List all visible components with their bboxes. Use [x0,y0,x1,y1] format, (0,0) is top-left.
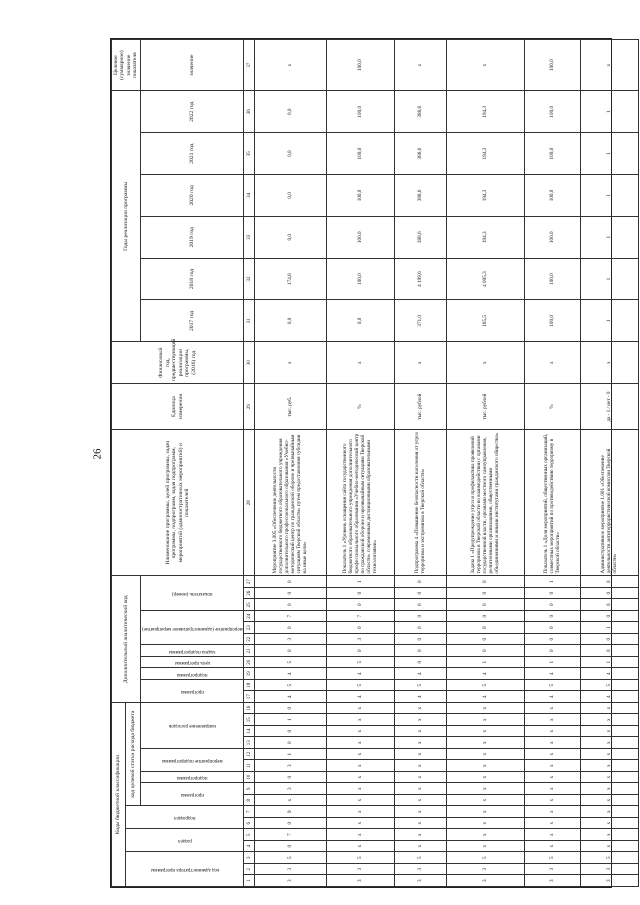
final-value-cell: x [447,40,525,91]
header-direction: направление расходов [168,723,216,729]
header-measure-code: мероприятие подпрограммы [161,757,223,763]
year-2019-cell: 1 [581,216,639,258]
code-cell: 0 [327,588,395,600]
code-cell: 3 [255,864,327,876]
code-cell: 0 [395,599,447,611]
code-cell: x [525,806,581,818]
code-cell: 3 [327,864,395,876]
code-cell: x [327,841,395,853]
code-cell: 0 [395,588,447,600]
year-2019-cell: 100,0 [327,216,395,258]
code-cell: 4 [395,668,447,680]
year-2022-cell: 100,0 [327,91,395,133]
fin-year-cell: x [255,342,327,384]
code-cell: 0 [395,576,447,588]
table-row [581,40,639,887]
unit-cell: % [525,384,581,430]
code-cell: x [327,783,395,795]
code-cell: 5 [255,680,327,692]
code-cell: 1 [255,714,327,726]
scan-top-strip [0,2,640,8]
code-cell: 3 [581,875,639,887]
code-cell: x [447,841,525,853]
code-cell: x [327,760,395,772]
code-cell: x [581,726,639,738]
code-cell: 0 [255,645,327,657]
year-2019-cell: 194,3 [447,216,525,258]
code-cell: 0 [447,645,525,657]
column-number: 32 [244,258,255,300]
code-cell: x [395,714,447,726]
code-cell: 0 [581,588,639,600]
column-number: 33 [244,216,255,258]
code-cell: 0 [255,772,327,784]
table-row [525,40,581,887]
code-cell: 4 [327,668,395,680]
column-number: 10 [244,772,255,784]
code-cell: x [395,806,447,818]
fin-year-cell: x [447,342,525,384]
header-codes: Коды бюджетной классификации [112,703,126,887]
header-admin-code: код администратора программы [150,867,219,873]
code-cell: x [581,795,639,807]
code-cell: x [327,795,395,807]
unit-cell: % [327,384,395,430]
code-cell: 3 [447,875,525,887]
code-cell: 0 [447,588,525,600]
header-2022: 2022 год [140,91,244,133]
column-number: 23 [244,622,255,634]
header-subprogram: подпрограмма [176,775,208,781]
column-number: 9 [244,783,255,795]
code-cell: x [525,818,581,830]
code-cell: 3 [327,875,395,887]
code-cell: 7 [255,829,327,841]
column-number: 15 [244,714,255,726]
code-cell: 0 [525,588,581,600]
code-cell: 4 [447,668,525,680]
code-cell: 0 [525,611,581,623]
column-number: 35 [244,133,255,175]
header-name: Наименование программы, целей программы, задач программы, подпрограмм, задач подпрограмм, мероприятий (административных мероприятий) и показателей [112,430,244,576]
code-cell: 0 [255,726,327,738]
code-cell: x [447,749,525,761]
year-2017-cell: 100,0 [525,300,581,342]
code-cell: x [581,737,639,749]
header-value: значение [140,40,244,91]
code-cell: 0 [327,622,395,634]
column-number: 20 [244,657,255,669]
year-2021-cell: 100,0 [525,133,581,175]
header-goal: цель программы [174,660,210,666]
code-cell: x [395,772,447,784]
year-2021-cell: 1 [581,133,639,175]
code-cell: 0 [581,645,639,657]
year-2019-cell: 388,6 [395,216,447,258]
code-cell: x [395,760,447,772]
code-cell: x [525,829,581,841]
code-cell: x [581,841,639,853]
final-value-cell: 100,0 [327,40,395,91]
code-cell: 3 [327,634,395,646]
header-measure: мероприятие (административное мероприятие) [141,625,243,631]
name-cell: Мероприятие 3.005 «Обеспечение деятельности государственного бюджетного образовательного учреждения дополнительного профессионального образования «Учебно-методический центр по гражданской обороне и чрезвычайным ситуациям Тверской области» путем предоставления субсидии на иные цели» [255,430,327,576]
column-number: 2 [244,864,255,876]
code-cell: 0 [255,588,327,600]
code-cell: 3 [395,875,447,887]
code-cell: x [525,749,581,761]
code-cell: 4 [327,691,395,703]
code-cell: 0 [395,611,447,623]
column-number: 30 [244,342,255,384]
code-cell: 4 [447,691,525,703]
year-2021-cell: 194,3 [447,133,525,175]
code-cell: 0 [395,657,447,669]
column-number: 11 [244,760,255,772]
code-cell: x [327,772,395,784]
code-cell: 9 [255,806,327,818]
header-unit: Единица измерения [112,384,244,430]
header-prog-subprog: подпрограмма [176,671,208,677]
code-cell: x [327,726,395,738]
year-2020-cell: 100,0 [525,175,581,217]
code-cell: x [395,749,447,761]
code-cell: 1 [581,657,639,669]
code-cell: 5 [525,680,581,692]
year-2022-cell: 194,3 [447,91,525,133]
column-number: 31 [244,300,255,342]
header-target-article: код целевой статьи расхода бюджета [126,703,141,807]
code-cell: 3 [395,864,447,876]
column-number: 1 [244,875,255,887]
code-cell: 0 [395,634,447,646]
code-cell: x [581,703,639,715]
code-cell: 4 [525,668,581,680]
unit-cell: тыс. рублей [447,384,525,430]
name-cell: Показатель 1 «Доля мероприятий, общественных организаций, совместных мероприятий по противодействию терроризму в Тверской области» [525,430,581,576]
code-cell: x [395,818,447,830]
table-row [395,40,447,887]
code-cell: 7 [255,611,327,623]
code-cell: x [581,806,639,818]
code-cell: x [581,783,639,795]
year-2017-cell: 0,0 [255,300,327,342]
code-cell: x [447,806,525,818]
code-cell: x [525,703,581,715]
code-cell: x [525,772,581,784]
code-cell: x [395,829,447,841]
column-number: 3 [244,852,255,864]
code-cell: 0 [255,622,327,634]
code-cell: 0 [525,634,581,646]
code-cell: 3 [525,864,581,876]
code-cell: x [447,737,525,749]
code-cell: 3 [447,864,525,876]
code-cell: 1 [525,576,581,588]
code-cell: x [447,714,525,726]
header-2017: 2017 год [140,300,244,342]
column-number: 28 [244,430,255,576]
code-cell: x [447,818,525,830]
code-cell: x [327,806,395,818]
year-2022-cell: 1 [581,91,639,133]
code-cell: 0 [255,818,327,830]
code-cell: 0 [255,703,327,715]
year-2020-cell: 100,0 [327,175,395,217]
code-cell: x [581,760,639,772]
column-number: 27 [244,576,255,588]
code-cell: 3 [255,783,327,795]
column-number: 25 [244,599,255,611]
code-cell: 4 [525,691,581,703]
code-cell: 5 [255,657,327,669]
header-indicator: показатель (номер) [171,591,213,597]
final-value-cell: x [581,40,639,91]
year-2020-cell: 388,6 [395,175,447,217]
fin-year-cell: x [525,342,581,384]
code-cell: 1 [327,576,395,588]
header-fin-year: Финансовый год, предшествующий реализации программы, (2016) год [112,342,244,384]
code-cell: x [525,795,581,807]
year-2017-cell: 1 [581,300,639,342]
code-cell: x [581,829,639,841]
header-program: программа [180,792,204,798]
code-cell: 0 [581,576,639,588]
column-number: 36 [244,91,255,133]
code-cell: 5 [447,680,525,692]
code-cell: x [525,783,581,795]
code-cell: x [327,818,395,830]
code-cell: 0 [447,599,525,611]
code-cell: 0 [395,622,447,634]
column-number: 24 [244,611,255,623]
code-cell: x [447,795,525,807]
code-cell: 4 [395,691,447,703]
code-cell: x [327,703,395,715]
code-cell: 5 [327,680,395,692]
column-number: 13 [244,737,255,749]
code-cell: 5 [327,657,395,669]
header-prog-goal: программа [180,688,204,694]
code-cell: x [581,714,639,726]
column-number-row [244,40,255,887]
code-cell: x [327,737,395,749]
fin-year-cell: x [581,342,639,384]
code-cell: 3 [255,760,327,772]
header-2018: 2018 год [140,258,244,300]
table-row [255,40,327,887]
final-value-cell: 100,0 [525,40,581,91]
code-cell: x [395,737,447,749]
year-2017-cell: 371,0 [395,300,447,342]
header-final: Целевое (суммарное) значение показателя [112,40,141,91]
year-2018-cell: 100,0 [327,258,395,300]
code-cell: 0 [525,645,581,657]
code-cell: x [447,703,525,715]
code-cell: 5 [327,852,395,864]
code-cell: 0 [447,634,525,646]
code-cell: 3 [255,634,327,646]
code-cell: x [525,737,581,749]
code-cell: 0 [255,576,327,588]
code-cell: 5 [255,852,327,864]
code-cell: 0 [447,576,525,588]
column-number: 16 [244,703,255,715]
column-number: 8 [244,795,255,807]
year-2018-cell: 1 [581,258,639,300]
table-row [447,40,525,887]
code-cell: x [255,795,327,807]
code-cell: 3 [255,875,327,887]
column-number: 6 [244,818,255,830]
code-cell: x [327,749,395,761]
column-number: 7 [244,806,255,818]
table-frame [110,38,618,888]
code-cell: x [525,841,581,853]
name-cell: Показатель 1 «Уровень оснащения сайта государственного бюджетного образовательного учреждения дополнительного профессионального образования «Учебно-методический центр по гражданской обороне и чрезвычайным ситуациям Тверской области» современным дистанционными образовательными технологиями» [327,430,395,576]
code-cell: 0 [255,841,327,853]
code-cell: x [581,772,639,784]
column-number: 17 [244,691,255,703]
name-cell: Административное мероприятие 1.001 «Обеспечение деятельности антитеррористической комиссии Тверской области» [581,430,639,576]
code-cell: x [525,714,581,726]
column-number: 37 [244,40,255,91]
final-value-cell: x [395,40,447,91]
unit-cell: тыс. рублей [395,384,447,430]
year-2018-cell: 100,0 [525,258,581,300]
code-cell: x [447,772,525,784]
code-cell: x [395,726,447,738]
table-row [327,40,395,887]
code-cell: 0 [447,622,525,634]
rotated-table-wrapper [111,39,618,887]
code-cell: 1 [255,749,327,761]
code-cell: 0 [327,645,395,657]
column-number: 34 [244,175,255,217]
year-2021-cell: 100,0 [327,133,395,175]
year-2019-cell: 0,0 [255,216,327,258]
column-number: 19 [244,668,255,680]
code-cell: 5 [581,680,639,692]
code-cell: 0 [447,611,525,623]
code-cell: 1 [447,657,525,669]
unit-cell: тыс. руб. [255,384,327,430]
code-cell: x [447,760,525,772]
final-value-cell: x [255,40,327,91]
column-number: 4 [244,841,255,853]
year-2020-cell: 194,3 [447,175,525,217]
code-cell: x [395,795,447,807]
header-2020: 2020 год [140,175,244,217]
column-number: 22 [244,634,255,646]
code-cell: 3 [581,864,639,876]
code-cell: 5 [525,852,581,864]
code-cell: 5 [581,852,639,864]
year-2020-cell: 0,0 [255,175,327,217]
code-cell: 0 [395,645,447,657]
year-2017-cell: 0,0 [327,300,395,342]
year-2022-cell: 100,0 [525,91,581,133]
code-cell: 1 [525,657,581,669]
code-cell: 4 [581,691,639,703]
code-cell: 3 [525,875,581,887]
year-2018-cell: 4 005,3 [447,258,525,300]
code-cell: x [581,749,639,761]
year-2022-cell: 388,6 [395,91,447,133]
code-cell: 7 [327,611,395,623]
column-number: 14 [244,726,255,738]
column-number: 21 [244,645,255,657]
code-cell: 0 [581,634,639,646]
name-cell: Задача 1 «Предупреждение угроз и профилактика проявлений терроризма в Тверской области во взаимодействии с органами государственной власти, органами местного самоуправления, религиозными организациями, общественными объединениями и иными институтами гражданского общества» [447,430,525,576]
code-cell: 0 [327,599,395,611]
header-years: Годы реализации программы [112,91,141,342]
header-2019: 2019 год [140,216,244,258]
fin-year-cell: x [327,342,395,384]
name-cell: Подпрограмма 4 «Повышение безопасности населения от угроз терроризма и экстремизма в Тверской области» [395,430,447,576]
year-2021-cell: 388,6 [395,133,447,175]
column-number: 12 [244,749,255,761]
column-number: 29 [244,384,255,430]
column-number: 5 [244,829,255,841]
code-cell: 5 [395,680,447,692]
code-cell: x [447,829,525,841]
header-2021: 2021 год [140,133,244,175]
code-cell: 4 [255,668,327,680]
code-cell: x [581,818,639,830]
year-2018-cell: 174,8 [255,258,327,300]
column-number: 18 [244,680,255,692]
code-cell: x [447,783,525,795]
code-cell: 5 [447,852,525,864]
column-number: 26 [244,588,255,600]
code-cell: 4 [581,668,639,680]
year-2019-cell: 100,0 [525,216,581,258]
code-cell: 0 [255,737,327,749]
header-task: задача подпрограммы [168,648,216,654]
program-table [111,39,639,887]
year-2022-cell: 0,0 [255,91,327,133]
code-cell: x [327,829,395,841]
code-cell: 4 [255,691,327,703]
code-cell: 0 [525,622,581,634]
year-2017-cell: 185,5 [447,300,525,342]
code-cell: 0 [581,611,639,623]
code-cell: x [525,760,581,772]
fin-year-cell: x [395,342,447,384]
code-cell: x [395,783,447,795]
code-cell: 0 [581,599,639,611]
code-cell: 0 [525,599,581,611]
year-2021-cell: 0,0 [255,133,327,175]
unit-cell: да - 1 / нет - 0 [581,384,639,430]
code-cell: 1 [581,622,639,634]
code-cell: x [395,841,447,853]
code-cell: x [395,703,447,715]
code-cell: x [447,726,525,738]
page-number: 26 [91,448,104,460]
code-cell: x [327,714,395,726]
header-section: раздел [177,838,192,844]
year-2018-cell: 4 199,6 [395,258,447,300]
year-2020-cell: 1 [581,175,639,217]
code-cell: 0 [255,599,327,611]
code-cell: x [525,726,581,738]
header-subsection: подраздел [173,815,196,821]
code-cell: 5 [395,852,447,864]
header-extra-code: Дополнительный аналитический код [112,576,141,703]
